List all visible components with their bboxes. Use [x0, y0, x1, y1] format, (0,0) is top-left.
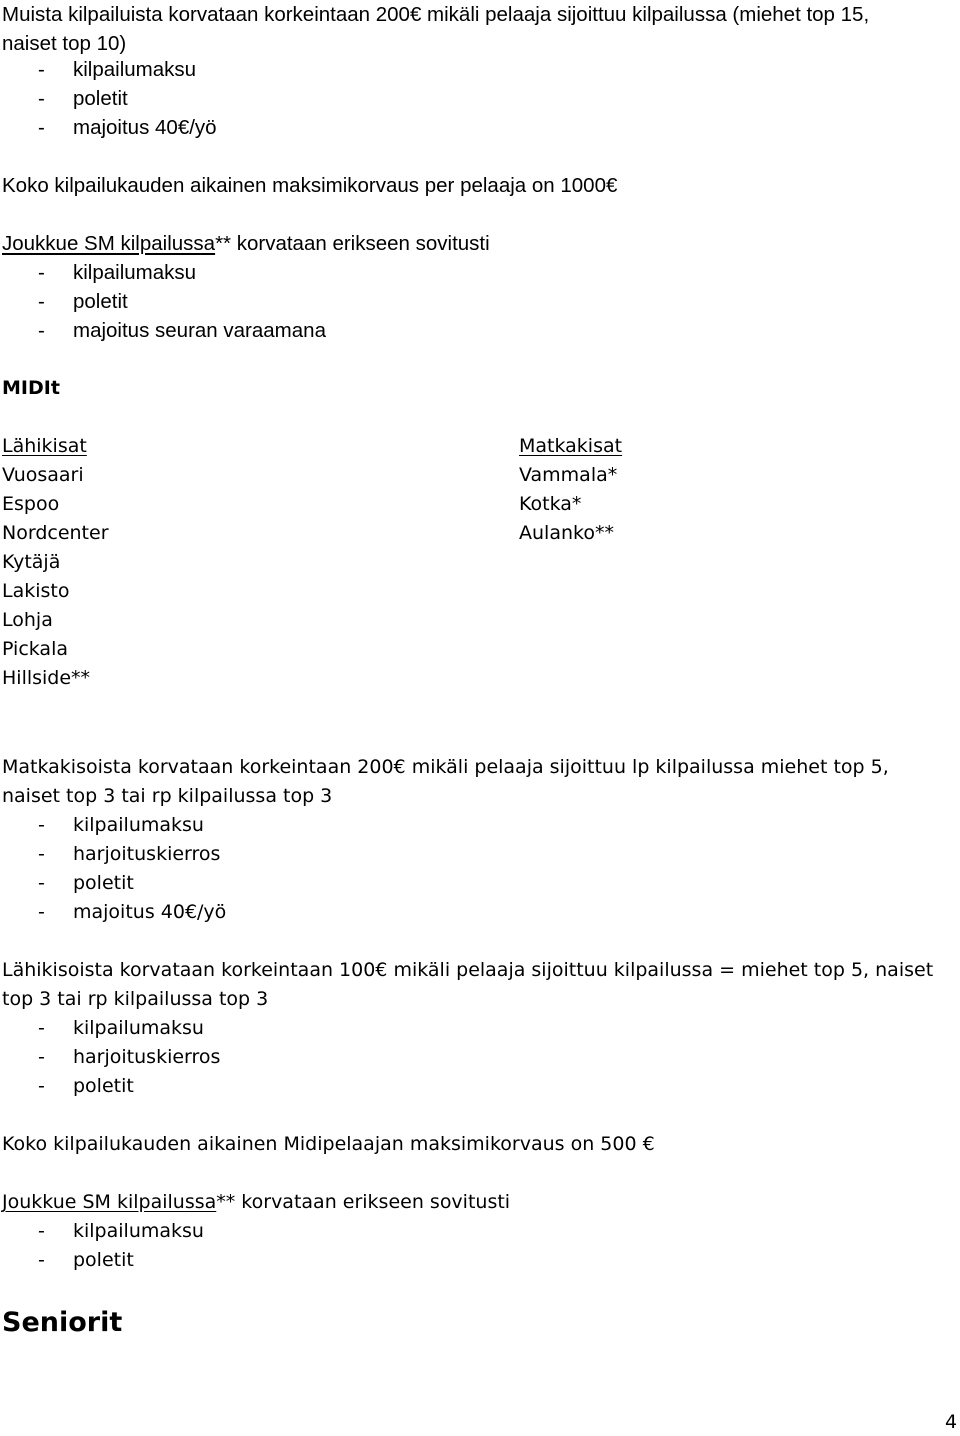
list-item: - kilpailumaksu: [38, 1017, 204, 1039]
list-item: - harjoituskierros: [38, 843, 221, 865]
venue-item: Pickala: [2, 638, 68, 660]
venue-item: Kotka*: [519, 493, 582, 515]
venue-item: Espoo: [2, 493, 60, 515]
venue-item: Lohja: [2, 609, 53, 631]
list-item: - kilpailumaksu: [38, 58, 197, 81]
list-item: - harjoituskierros: [38, 1046, 221, 1068]
team-sm-line: Joukkue SM kilpailussa** korvataan erikseen sovitusti: [2, 232, 490, 255]
intro-line-2: naiset top 10): [2, 32, 127, 55]
midi-max-compensation-text: Koko kilpailukauden aikainen Midipelaajan maksimikorvaus on 500 €: [2, 1133, 655, 1155]
page-number: 4: [945, 1411, 958, 1433]
intro-line-1: Muista kilpailuista korvataan korkeintaan 200€ mikäli pelaaja sijoittuu kilpailussa (miehet top 15,: [2, 3, 870, 26]
list-item: - poletit: [38, 872, 134, 894]
list-item: - kilpailumaksu: [38, 814, 204, 836]
midit-heading: MIDIt: [2, 377, 60, 399]
venue-item: Hillside**: [2, 667, 91, 689]
venue-item: Aulanko**: [519, 522, 614, 544]
list-item: - poletit: [38, 1249, 134, 1271]
matka-text-line-1: Matkakisoista korvataan korkeintaan 200€ mikäli pelaaja sijoittuu lp kilpailussa miehet top 5,: [2, 756, 889, 778]
team-sm-line: Joukkue SM kilpailussa** korvataan erikseen sovitusti: [2, 1191, 511, 1213]
matka-text-line-2: naiset top 3 tai rp kilpailussa top 3: [2, 785, 333, 807]
venue-item: Nordcenter: [2, 522, 109, 544]
list-item: - kilpailumaksu: [38, 1220, 204, 1242]
venue-item: Vammala*: [519, 464, 618, 486]
list-item: - poletit: [38, 1075, 134, 1097]
list-item: - poletit: [38, 87, 128, 110]
team-sm-link[interactable]: Joukkue SM kilpailussa: [2, 232, 216, 255]
team-sm-link[interactable]: Joukkue SM kilpailussa: [2, 1191, 217, 1213]
list-item: - poletit: [38, 290, 128, 313]
matkakisat-title: Matkakisat: [519, 435, 623, 457]
lahikisat-title: Lähikisat: [2, 435, 87, 457]
lahi-text-line-2: top 3 tai rp kilpailussa top 3: [2, 988, 269, 1010]
venue-item: Lakisto: [2, 580, 70, 602]
list-item: - majoitus 40€/yö: [38, 901, 227, 923]
venue-item: Kytäjä: [2, 551, 61, 573]
list-item: - majoitus seuran varaamana: [38, 319, 326, 342]
venue-item: Vuosaari: [2, 464, 84, 486]
list-item: - kilpailumaksu: [38, 261, 197, 284]
list-item: - majoitus 40€/yö: [38, 116, 217, 139]
seniorit-heading: Seniorit: [2, 1307, 123, 1338]
lahi-text-line-1: Lähikisoista korvataan korkeintaan 100€ mikäli pelaaja sijoittuu kilpailussa = miehet top 5, naiset: [2, 959, 934, 981]
max-compensation-text: Koko kilpailukauden aikainen maksimikorvaus per pelaaja on 1000€: [2, 174, 618, 197]
